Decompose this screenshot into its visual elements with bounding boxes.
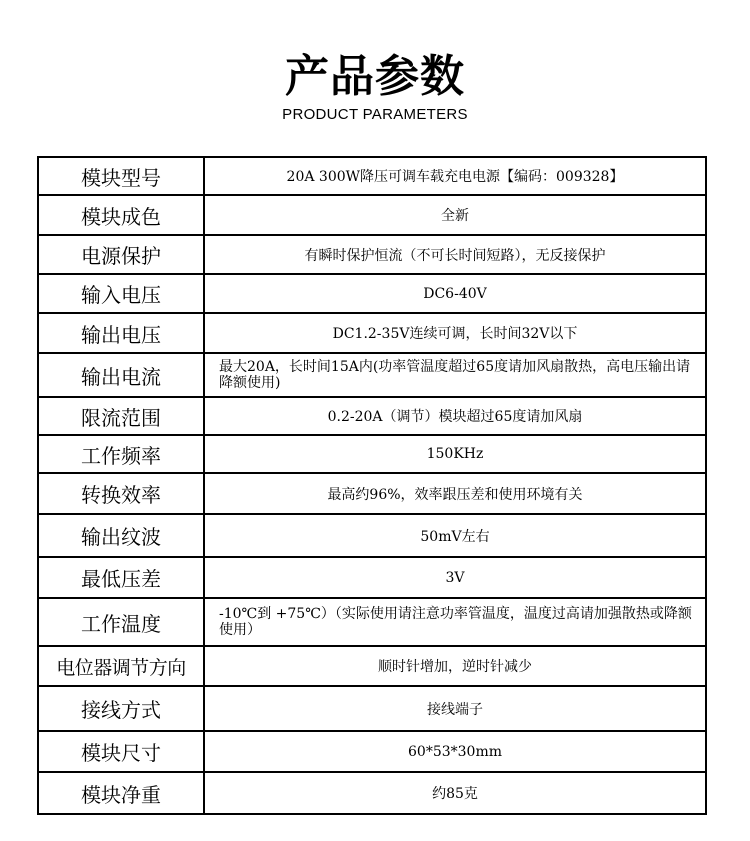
param-label: 输入电压 (38, 274, 204, 313)
table-row (38, 274, 706, 313)
param-value: 约85克 (204, 772, 706, 814)
param-value: 接线端子 (204, 686, 706, 731)
table-row (38, 731, 706, 772)
parameters-table (37, 156, 707, 815)
param-label: 工作频率 (38, 435, 204, 473)
table-row (38, 514, 706, 557)
table-row (38, 686, 706, 731)
param-value: DC1.2-35V连续可调，长时间32V以下 (204, 313, 706, 353)
page-subtitle: PRODUCT PARAMETERS (282, 106, 468, 123)
table-row (38, 473, 706, 514)
table-row (38, 195, 706, 235)
table-row (38, 397, 706, 435)
table-row (38, 772, 706, 814)
param-label: 模块净重 (38, 772, 204, 814)
param-value: 3V (204, 557, 706, 598)
param-value: 顺时针增加，逆时针减少 (204, 646, 706, 686)
table-row (38, 353, 706, 397)
page-title: 产品参数 (285, 51, 465, 102)
param-label: 模块尺寸 (38, 731, 204, 772)
param-value: -10℃到 +75℃）（实际使用请注意功率管温度，温度过高请加强散热或降额使用） (204, 598, 706, 646)
param-label: 输出电流 (38, 353, 204, 397)
table-row (38, 313, 706, 353)
param-label: 转换效率 (38, 473, 204, 514)
table-row (38, 557, 706, 598)
param-value: 0.2-20A（调节）模块超过65度请加风扇 (204, 397, 706, 435)
param-value: 有瞬时保护恒流（不可长时间短路），无反接保护 (204, 235, 706, 274)
param-label: 最低压差 (38, 557, 204, 598)
param-value: 150KHz (204, 435, 706, 473)
param-label: 接线方式 (38, 686, 204, 731)
param-label: 电源保护 (38, 235, 204, 274)
param-value: 50mV左右 (204, 514, 706, 557)
param-label: 输出电压 (38, 313, 204, 353)
param-value: 全新 (204, 195, 706, 235)
param-label: 工作温度 (38, 598, 204, 646)
table-row (38, 235, 706, 274)
param-label: 模块成色 (38, 195, 204, 235)
param-value: 最高约96%，效率跟压差和使用环境有关 (204, 473, 706, 514)
param-label: 电位器调节方向 (38, 646, 204, 686)
param-label: 模块型号 (38, 157, 204, 195)
table-row (38, 157, 706, 195)
param-label: 输出纹波 (38, 514, 204, 557)
param-value: 20A 300W降压可调车载充电电源【编码：009328】 (204, 157, 706, 195)
param-value: 60*53*30mm (204, 731, 706, 772)
table-row (38, 598, 706, 646)
table-row (38, 646, 706, 686)
param-value: 最大20A，长时间15A内(功率管温度超过65度请加风扇散热，高电压输出请降额使用) (204, 353, 706, 397)
table-row (38, 435, 706, 473)
param-label: 限流范围 (38, 397, 204, 435)
param-value: DC6-40V (204, 274, 706, 313)
